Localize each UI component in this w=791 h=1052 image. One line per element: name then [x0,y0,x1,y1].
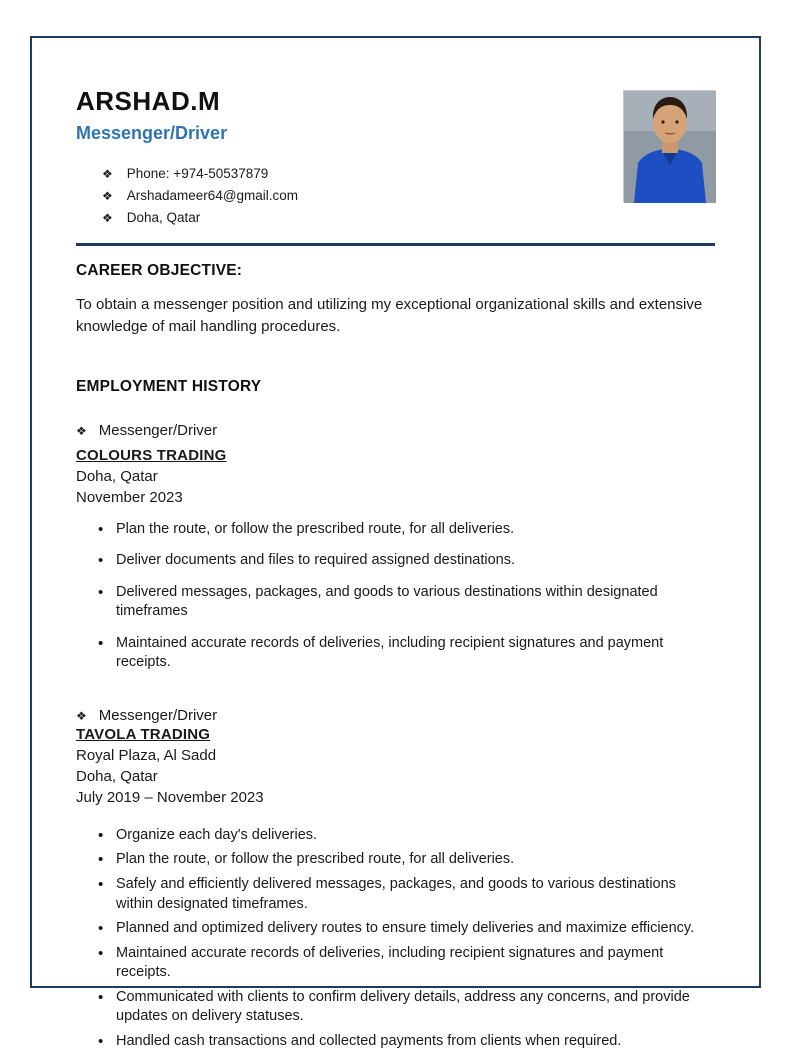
job-address: Royal Plaza, Al Sadd [76,746,217,764]
resume-header [76,86,715,225]
job-role [76,707,715,724]
diamond-bullet-icon: ❖ [76,708,87,723]
career-objective-heading: CAREER OBJECTIVE: [76,262,243,279]
diamond-bullet-icon: ❖ [102,189,113,203]
job-entry-tavola-trading [76,707,715,1052]
duty-item: • Communicated with clients to confirm delivery details, address any concerns, and provide updates on delivery statuses. [98,988,715,1027]
contact-location [102,210,715,225]
duty-item: • Maintained accurate records of deliveries, including recipient signatures and payment receipts. [98,944,715,983]
job-role [76,422,715,439]
career-objective-text: To obtain a messenger position and utilizing my exceptional organizational skills and extensive knowledge of mail handling procedures. [76,296,703,335]
duty-item: • Deliver documents and files to required assigned destinations. [98,551,715,571]
duty-item: • Safely and efficiently delivered messages, packages, and goods to various destinations within designated timeframes. [98,875,715,914]
contact-phone-text: Phone: +974-50537879 [126,166,269,181]
job-duties-list [98,826,715,1052]
job-dates: July 2019 – November 2023 [76,788,264,806]
header-divider [76,243,715,246]
job-duties-list [98,520,715,673]
job-location: Doha, Qatar [76,767,158,785]
job-company: COLOURS TRADING [76,446,227,464]
contact-location-text: Doha, Qatar [126,210,201,225]
contact-email-text: Arshadameer64@gmail.com [126,188,299,203]
job-entry-colours-trading [76,422,715,673]
employment-history-section [76,378,715,1052]
duty-item: • Delivered messages, packages, and goods to various destinations within designated timeframes [98,583,715,622]
duty-item: • Maintained accurate records of deliveries, including recipient signatures and payment receipts. [98,634,715,673]
candidate-title: Messenger/Driver [76,123,228,143]
candidate-name: ARSHAD.M [76,86,221,116]
duty-item: • Plan the route, or follow the prescribed route, for all deliveries. [98,850,715,870]
job-role-text: Messenger/Driver [98,706,218,724]
job-location: Doha, Qatar [76,467,158,485]
portrait-illustration [624,91,716,203]
candidate-photo [623,90,715,202]
resume-page [30,36,761,1049]
career-objective-section [76,262,715,338]
duty-item: • Handled cash transactions and collected payments from clients when required. [98,1032,715,1052]
diamond-bullet-icon: ❖ [76,423,87,438]
duty-item: • Organize each day's deliveries. [98,826,715,846]
diamond-bullet-icon: ❖ [102,167,113,181]
employment-history-heading: EMPLOYMENT HISTORY [76,377,262,395]
job-dates: November 2023 [76,488,183,506]
job-role-text: Messenger/Driver [98,421,218,439]
diamond-bullet-icon: ❖ [102,211,113,225]
duty-item: • Planned and optimized delivery routes to ensure timely deliveries and maximize efficiency. [98,919,715,939]
job-company: TAVOLA TRADING [76,725,211,743]
duty-item: • Plan the route, or follow the prescribed route, for all deliveries. [98,520,715,540]
